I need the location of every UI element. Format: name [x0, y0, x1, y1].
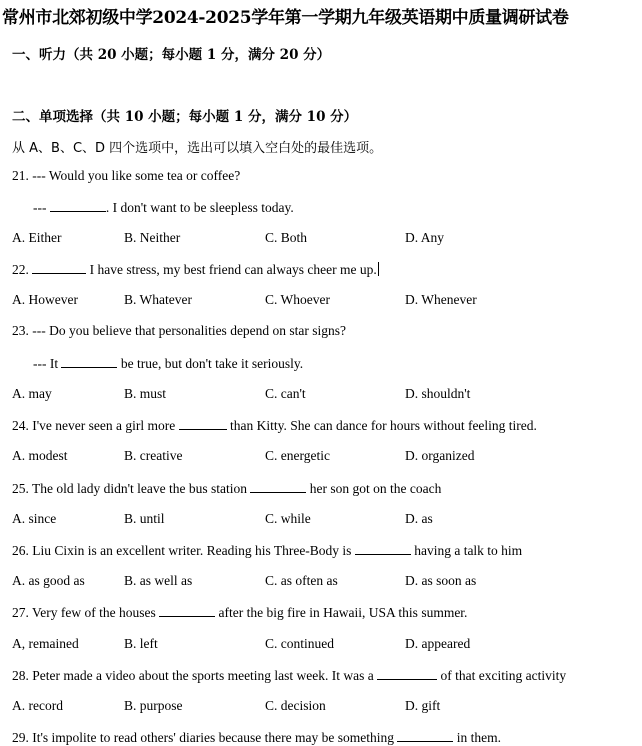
question-26 — [12, 542, 522, 559]
option-c: C. as often as — [265, 573, 338, 588]
question-21-line-1: 21. --- Would you like some tea or coffee? — [12, 168, 241, 183]
option-b: B. left — [124, 636, 158, 651]
option-c: C. can't — [265, 386, 306, 401]
option-b: B. purpose — [124, 698, 183, 713]
question-22-suffix: I have stress, my best friend can always cheer me up. — [86, 262, 377, 277]
option-c: C. while — [265, 511, 311, 526]
answer-blank — [377, 667, 437, 680]
option-d: D. Whenever — [405, 292, 477, 307]
option-d: D. as — [405, 511, 433, 526]
question-29 — [12, 729, 501, 746]
option-b: B. as well as — [124, 573, 193, 588]
option-d: D. organized — [405, 448, 475, 463]
option-c: C. energetic — [265, 448, 330, 463]
option-a: A. as good as — [12, 573, 85, 588]
option-a: A. may — [12, 386, 52, 401]
option-d: D. gift — [405, 698, 441, 713]
question-21-suffix: . I don't want to be sleepless today. — [105, 200, 294, 215]
option-c: C. decision — [265, 698, 326, 713]
option-d: D. as soon as — [405, 573, 477, 588]
question-28 — [12, 667, 566, 684]
question-23-line-2 — [33, 355, 303, 372]
option-b: B. Neither — [124, 230, 181, 245]
question-23-line-1: 23. --- Do you believe that personalities depend on star signs? — [12, 323, 347, 338]
option-b: B. creative — [124, 448, 183, 463]
question-21-prefix: --- — [33, 200, 50, 215]
question-29-prefix: 29. It's impolite to read others' diaries because there may be something — [12, 730, 398, 745]
section-listening-heading: 一、听力（共 20 小题；每小题 1 分，满分 20 分） — [12, 47, 331, 63]
option-a: A. record — [12, 698, 63, 713]
option-a: A. However — [12, 292, 78, 307]
text-cursor — [378, 262, 379, 276]
option-a: A. Either — [12, 230, 62, 245]
answer-blank — [355, 542, 411, 555]
answer-blank — [159, 604, 215, 617]
option-d: D. appeared — [405, 636, 471, 651]
question-22 — [12, 261, 379, 278]
answer-blank — [397, 729, 453, 742]
question-23-suffix: be true, but don't take it seriously. — [117, 356, 304, 371]
question-21-line-2 — [33, 199, 294, 216]
question-22-prefix: 22. — [12, 262, 33, 277]
answer-blank — [50, 199, 106, 212]
question-26-suffix: having a talk to him — [410, 543, 523, 558]
answer-blank — [179, 417, 227, 430]
question-28-suffix: of that exciting activity — [437, 668, 567, 683]
question-25-prefix: 25. The old lady didn't leave the bus station — [12, 481, 251, 496]
question-23-prefix: --- It — [33, 356, 62, 371]
option-b: B. must — [124, 386, 167, 401]
question-28-prefix: 28. Peter made a video about the sports meeting last week. It was a — [12, 668, 378, 683]
option-d: D. Any — [405, 230, 445, 245]
question-27 — [12, 604, 467, 621]
option-b: B. until — [124, 511, 165, 526]
answer-blank — [61, 355, 117, 368]
question-24 — [12, 417, 537, 434]
section-instruction: 从 A、B、C、D 四个选项中，选出可以填入空白处的最佳选项。 — [12, 141, 383, 156]
option-c: C. Both — [265, 230, 308, 245]
question-27-prefix: 27. Very few of the houses — [12, 605, 160, 620]
option-b: B. Whatever — [124, 292, 192, 307]
question-25 — [12, 480, 441, 497]
option-c: C. Whoever — [265, 292, 330, 307]
question-27-suffix: after the big fire in Hawaii, USA this summer. — [215, 605, 468, 620]
question-25-suffix: her son got on the coach — [306, 481, 442, 496]
question-26-prefix: 26. Liu Cixin is an excellent writer. Reading his Three-Body is — [12, 543, 355, 558]
option-a: A. since — [12, 511, 57, 526]
option-c: C. continued — [265, 636, 334, 651]
answer-blank — [32, 261, 86, 274]
option-a: A, remained — [12, 636, 79, 651]
page-title: 常州市北郊初级中学2024-2025学年第一学期九年级英语期中质量调研试卷 — [2, 8, 569, 28]
question-24-suffix: than Kitty. She can dance for hours without feeling tired. — [226, 418, 537, 433]
question-29-suffix: in them. — [453, 730, 502, 745]
option-d: D. shouldn't — [405, 386, 471, 401]
option-a: A. modest — [12, 448, 68, 463]
section-single-choice-heading: 二、单项选择（共 10 小题；每小题 1 分，满分 10 分） — [12, 109, 358, 125]
answer-blank — [250, 480, 306, 493]
question-24-prefix: 24. I've never seen a girl more — [12, 418, 179, 433]
